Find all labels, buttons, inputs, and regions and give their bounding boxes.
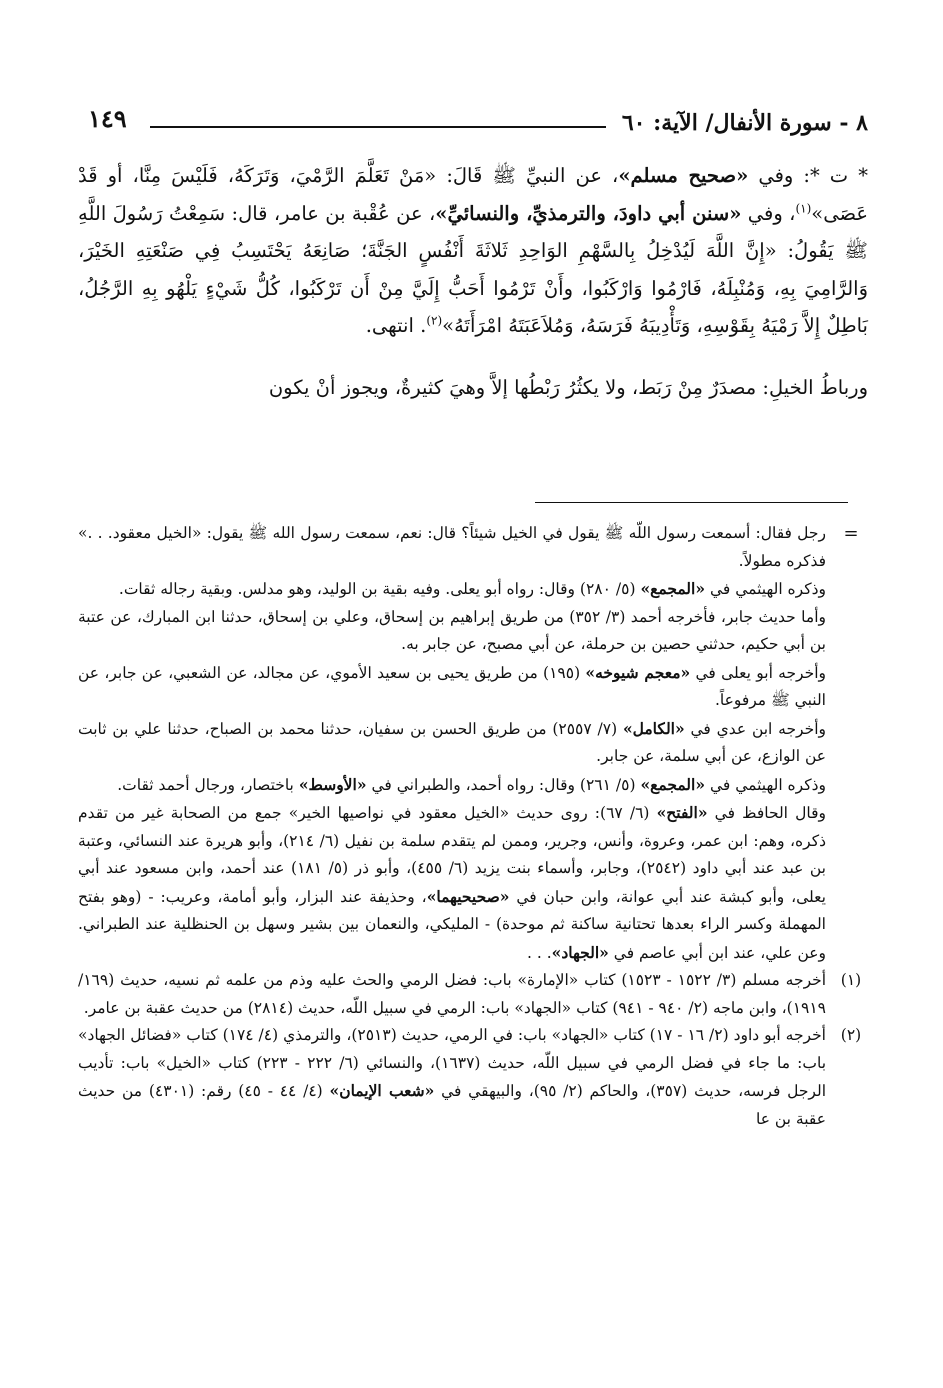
book-title: «الفتح» — [656, 803, 708, 822]
text-run: أخرجه أبو داود (٢/ ١٦ - ١٧) كتاب «الجهاد» باب: في الرمي، حديث (٢٥١٣)، والترمذي (٤/ ١٧٤) كتاب «فضائل الجهاد» باب: ما جاء في فضل الرمي في سبيل اللّه، حديث (١٦٣٧)، والنسائي (٦/ ٢٢٢ - ٢٢٣) كتاب «الخيل» باب: تأديب الرجل فرسه، حديث (٣٥٧)، والحاكم (٢/ ٩٥)، والبيهقي في — [78, 1026, 827, 1100]
text-run: ، وفي — [747, 201, 796, 225]
text-run: (١٩٥) من طريق يحيى بن سعيد الأموي، عن مجالد، عن الشعبي، عن جابر، عن النبي ﷺ مرفوعاً. — [78, 663, 826, 709]
footnote-para — [78, 771, 826, 800]
text-run: وقال الحافظ في — [714, 804, 826, 822]
footnote-para — [78, 715, 826, 771]
footnotes — [78, 520, 868, 1133]
text-run: باختصار، ورجال أحمد ثقات. — [117, 775, 294, 794]
footnote-para — [78, 575, 826, 604]
text-run: وأخرجه أبو يعلى في — [695, 663, 826, 682]
book-title: «صحيح مسلم» — [618, 164, 749, 187]
footnote-para: وأما حديث جابر، فأخرجه أحمد (٣/ ٣٥٢) من طريق إبراهيم بن إسحاق، وعلي بن إسحاق، حدثنا ابن المبارك، عن عتبة بن أبي حكيم، حدثني حصين بن حرملة، عن أبي مصبح، عن جابر به. — [78, 607, 826, 653]
book-title: «المجمع» — [640, 579, 706, 598]
footnote-para — [78, 1022, 826, 1133]
running-head — [88, 102, 868, 142]
footnote-1 — [78, 967, 868, 1022]
book-title: «الكامل» — [622, 718, 685, 738]
main-paragraph-1 — [78, 157, 868, 345]
text-run: ، عن عُقْبة بن عامر، قال: سَمِعْتُ رَسُولَ اللَّهِ ﷺ يَقُولُ: «إِنَّ اللَّهَ لَيُدْخِلُ بِالسَّهْمِ الوَاحِدِ ثَلاثَةَ أَنْفُسٍ الجَنَّةَ؛ صَانِعَهُ يَحْتَسِبُ فِي صَنْعَتِهِ الخَيْرَ، وَالرَّامِيَ بِهِ، وَمُنْبِلَهُ، فَارْمُوا وَارْكَبُوا، وأَنْ تَرْمُوا أَحَبُّ إِلَيَّ مِنْ أَن تَرْكَبُوا، كُلُّ شَيْءٍ يَلْهُو بِهِ الرَّجُلُ، بَاطِلٌ إِلاَّ رَمْيَهُ بِقَوْسِهِ، وَتَأْدِيبَهُ فَرَسَهُ، وَمُلاَعَبَتَهُ امْرَأَتَهُ» — [78, 201, 868, 337]
footnote-number: (٢) — [840, 1026, 862, 1044]
book-title: «صحيحيهما» — [426, 886, 510, 906]
text-run: ، وحذيفة عند البزار، وأبو أمامة، وعريب: - (وهو بفتح المهملة وكسر الراء بعدها تحتانية ساكنة ثم موحدة) - المليكي، والنعمان بين بشير وسهل بن الحنظلية عند الطبراني. وعن علي، عند ابن أبي عاصم في — [78, 887, 826, 962]
text-run: (٦/ ٦٧): روى حديث «الخيل معقود في نواصيها الخير» جمع من الصحابة غير من تقدم ذكره، وهم: ابن عمر، وعروة، وأنس، وجرير، وممن لم يتقدم سلمة بن نفيل (٦/ ٢١٤)، وأبو هريرة عند النسائي، وعتبة بن عبد عند أبي داود (٢٥٤٢)، وجابر، وأسماء بنت يزيد (٦/ ٤٥٥)، وأبو ذر (٥/ ١٨١) عند أحمد، وابن مسعود عند أبي يعلى، وأبو كبشة عند أبي عوانة، وابن حبان في — [78, 804, 826, 906]
footnote-number: (١) — [840, 971, 862, 989]
book-title: «المجمع» — [640, 774, 706, 794]
main-text — [78, 157, 868, 406]
main-paragraph-2: ورباطُ الخيلِ: مصدَرٌ مِنْ رَبَط، ولا يكثُرُ رَبْطُها إلاَّ وهيَ كثيرةٌ، ويجوز أنْ يكون — [268, 375, 868, 399]
text-run: ، عن النبيِّ ﷺ قَالَ: «مَنْ تَعَلَّمَ الرَّمْيَ، وَتَرَكَهُ، فَلَيْسَ مِنَّا، أو قَدْ عَصَى» — [78, 164, 869, 225]
footnote-para: رجل فقال: أسمعت رسول اللّه ﷺ يقول في الخيل شيئاً؟ قال: نعم، سمعت رسول الله ﷺ يقول: «الخيل معقود. . .» فذكره مطولاً. — [78, 524, 826, 570]
book-title: «الجهاد» — [551, 942, 609, 962]
page-number: ١٤٩ — [88, 104, 127, 133]
text-run: (٧/ ٢٥٥٧) من طريق الحسن بن سفيان، حدثنا محمد بن الصباح، حدثنا علي بن ثابت عن الوازع، عن أبي سلمة، عن جابر. — [78, 719, 826, 765]
footnote-ref-2[interactable]: (٢) — [426, 313, 443, 328]
book-title: «الأوسط» — [298, 774, 367, 794]
text-run: (٥/ ٢٦١) وقال: رواه أحمد، والطبراني في — [371, 775, 636, 794]
text-run: وذكره الهيثمي في — [709, 775, 826, 794]
text-run: وذكره الهيثمي في — [709, 580, 826, 598]
running-head-rule — [150, 126, 606, 128]
text-run: . انتهى. — [365, 314, 427, 337]
footnote-continuation — [78, 520, 868, 967]
text-run: وأخرجه ابن عدي في — [690, 719, 826, 738]
book-title: «سنن أبي داودَ، والترمذيِّ، والنسائيِّ» — [435, 201, 742, 225]
text-run: (٤/ ٤٤ - ٤٥) رقم: (٤٣٠١) من حديث عقبة بن عا — [78, 1082, 826, 1128]
text-run: (٥/ ٢٨٠) وقال: رواه أبو يعلى. وفيه بقية بن الوليد، وهو مدلس. وبقية رجاله ثقات. — [118, 580, 636, 598]
text-run: . . . — [527, 943, 552, 962]
footnote-separator — [535, 502, 848, 503]
footnote-para — [78, 799, 826, 967]
footnote-ref-1[interactable]: (١) — [795, 201, 812, 215]
book-title: «شعب الإيمان» — [329, 1081, 435, 1100]
footnote-2 — [78, 1022, 868, 1133]
footnote-para — [78, 659, 826, 715]
text-run: * ت *: وفي — [758, 164, 868, 187]
continuation-mark: = — [843, 523, 859, 544]
book-title: «معجم شيوخه» — [585, 662, 691, 682]
footnote-para: أخرجه مسلم (٣/ ١٥٢٢ - ١٥٢٣) كتاب «الإمارة» باب: فضل الرمي والحث عليه وذم من علمه ثم نسيه، حديث (١٦٩/ ١٩١٩)، وابن ماجه (٢/ ٩٤٠ - ٩٤١) كتاب «الجهاد» باب: الرمي في سبيل اللّه، حديث (٢٨١٤) من حديث عقبة بن عامر. — [78, 971, 827, 1017]
running-head-title: ٨ - سورة الأنفال/ الآية: ٦٠ — [621, 110, 868, 136]
